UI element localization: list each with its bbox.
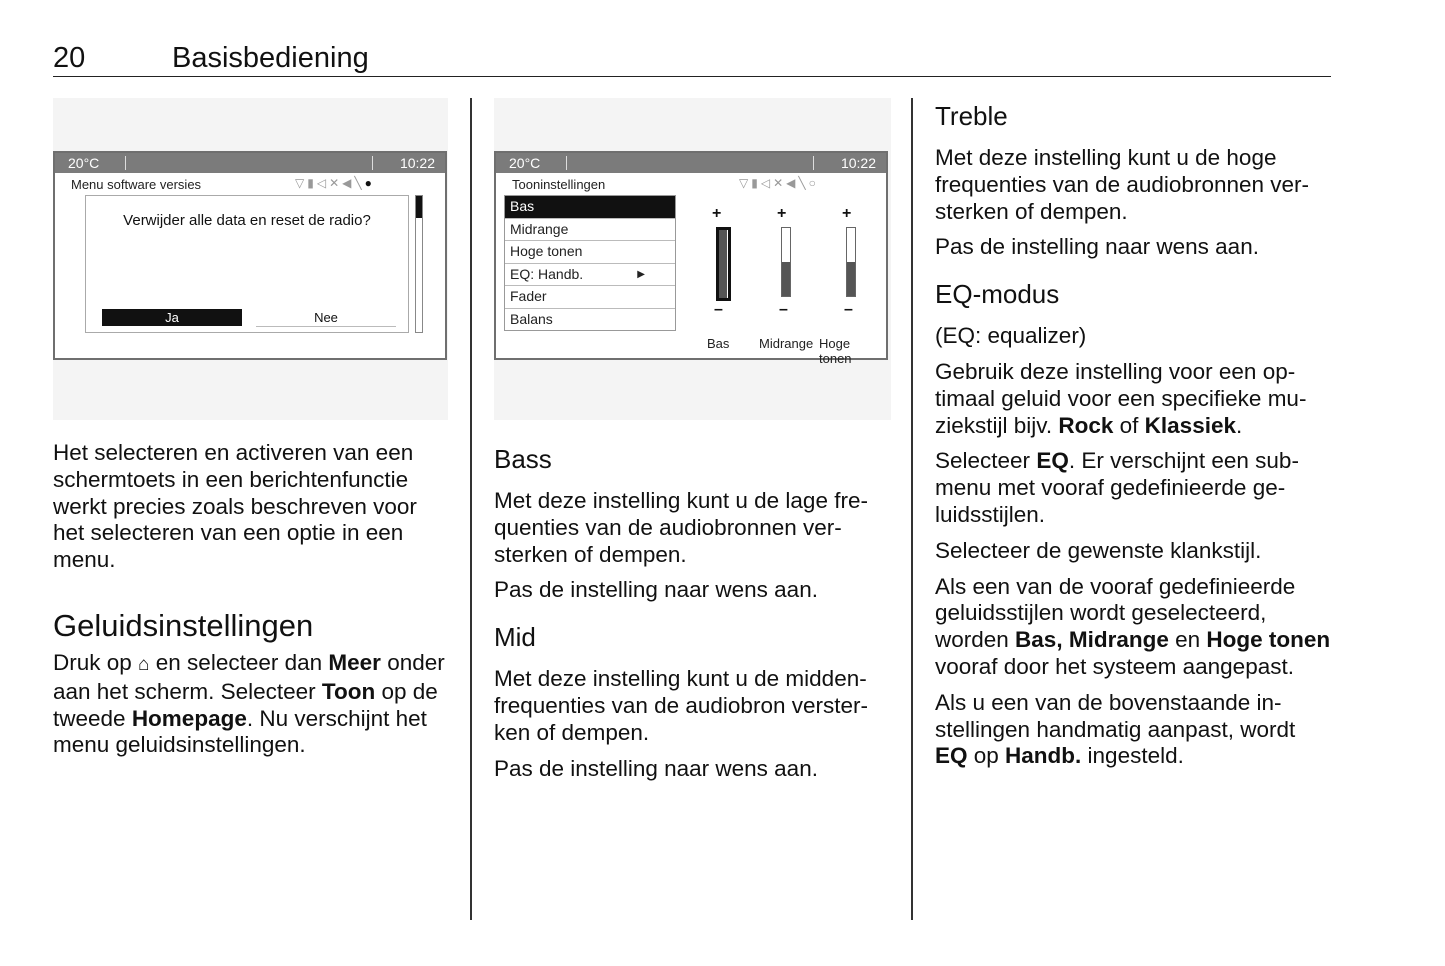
column-3 [935, 101, 1332, 779]
scrollbar[interactable] [415, 195, 423, 333]
figure-reset-dialog [53, 98, 448, 420]
info-icon: ○ [808, 176, 819, 190]
radio-screen [53, 151, 447, 360]
plus-icon: + [842, 205, 852, 222]
slider-fill [719, 230, 727, 298]
slider-label-bas: Bas [707, 336, 730, 351]
meer-term: Meer [328, 649, 381, 675]
slider-hoge-tonen[interactable] [838, 205, 866, 319]
phone-icon: ╲ [798, 176, 809, 190]
column-divider [470, 98, 472, 920]
bass-adjust: Pas de instelling naar wens aan. [494, 577, 818, 603]
temperature: 20°C [509, 155, 541, 171]
page-number: 20 [53, 42, 86, 74]
menu-title: Tooninstellingen [512, 177, 606, 192]
bass-text: Met deze instelling kunt u de lage frequenties van de audiobronnen versterken of dempen. [494, 488, 868, 567]
page-title: Basisbediening [172, 42, 369, 74]
slider-midrange[interactable] [773, 205, 801, 319]
menu-item-eq-label: EQ: Handb. [510, 265, 584, 282]
treble-adjust: Pas de instelling naar wens aan. [935, 234, 1259, 260]
eq-paragraph-4: Als een van de vooraf gedefinieerde geluidsstijlen wordt geselecteerd, worden Bas, Midrange en Hoge tonen vooraf door het systeem aangepast. [935, 573, 1331, 679]
slider-bas[interactable] [708, 205, 736, 319]
menu-item-fader[interactable]: Fader [505, 286, 675, 309]
minus-icon: – [714, 301, 723, 318]
clock: 10:22 [840, 155, 876, 171]
slider-track[interactable] [781, 227, 791, 297]
tone-menu [504, 195, 676, 331]
page-header [53, 40, 1331, 77]
scroll-thumb[interactable] [416, 196, 422, 218]
no-button[interactable]: Nee [256, 309, 396, 327]
dialog-question: Verwijder alle data en reset de radio? [123, 212, 371, 229]
slider-fill [847, 262, 855, 296]
slider-track[interactable] [846, 227, 856, 297]
mute-icon: ◁ [316, 176, 330, 190]
mute-icon: ◁ [760, 176, 774, 190]
shuffle-icon: ✕ [773, 176, 787, 190]
confirm-dialog [85, 195, 409, 333]
signal-icon: ▮ [751, 176, 761, 190]
treble-text: Met deze instelling kunt u de hoge frequenties van de audiobronnen versterken of dempen. [935, 145, 1310, 224]
wifi-icon: ▽ [295, 176, 308, 190]
slider-track[interactable] [716, 227, 731, 301]
toon-term: Toon [321, 678, 376, 704]
info-icon: ● [364, 176, 375, 190]
eq-paragraph-3: Selecteer de gewenste klankstijl. [935, 537, 1262, 563]
bass-heading: Bass [494, 444, 552, 474]
eq-heading: EQ-modus [935, 279, 1060, 310]
sound-settings-paragraph: Druk op ⌂ en selecteer dan Meer onder aan het scherm. Selecteer Toon op de tweede Homepage. Nu verschijnt het menu geluidsinstellingen. [53, 649, 445, 758]
column-divider [911, 98, 913, 920]
slider-label-hoge-tonen: Hoge tonen [819, 336, 852, 366]
radio-screen [494, 151, 888, 366]
mid-heading: Mid [494, 622, 536, 653]
repeat-icon: ◀ [342, 176, 355, 190]
eq-paragraph-2: Selecteer EQ. Er verschijnt een submenu met vooraf gedefinieerde geluidsstijlen. [935, 448, 1299, 527]
menu-item-midrange[interactable]: Midrange [505, 219, 675, 242]
intro-paragraph: Het selecteren en activeren van een schermtoets in een berichtenfunctie werkt precies zoals beschreven voor het selecteren van een optie in een menu. [53, 440, 417, 573]
column-2 [494, 444, 891, 791]
shuffle-icon: ✕ [329, 176, 343, 190]
menu-item-hoge-tonen[interactable]: Hoge tonen [505, 241, 675, 264]
menu-item-eq[interactable] [505, 264, 675, 287]
menu-title: Menu software versies [71, 177, 202, 192]
treble-heading: Treble [935, 101, 1008, 131]
homepage-term: Homepage [131, 705, 247, 731]
minus-icon: – [844, 301, 853, 318]
eq-paragraph-5: Als u een van de bovenstaande instellingen handmatig aanpast, wordt EQ op Handb. ingesteld. [935, 689, 1296, 769]
status-bar [55, 153, 445, 173]
slider-label-midrange: Midrange [759, 336, 814, 351]
signal-icon: ▮ [307, 176, 317, 190]
minus-icon: – [779, 301, 788, 318]
menu-item-balans[interactable]: Balans [510, 310, 553, 327]
section-heading: Geluidsinstellingen [53, 607, 314, 643]
chevron-right-icon: ▶ [637, 268, 645, 280]
wifi-icon: ▽ [739, 176, 752, 190]
eq-paragraph-1: Gebruik deze instelling voor een optimaal geluid voor een specifieke muziekstijl bijv. Rock of Klassiek. [935, 358, 1307, 438]
status-icons [739, 176, 819, 190]
home-icon: ⌂ [138, 653, 150, 675]
repeat-icon: ◀ [786, 176, 799, 190]
mid-adjust: Pas de instelling naar wens aan. [494, 755, 818, 781]
plus-icon: + [712, 205, 722, 222]
slider-fill [782, 262, 790, 296]
figure-tone-settings [494, 98, 891, 420]
mid-text: Met deze instelling kunt u de middenfrequenties van de audiobron versterken of dempen. [494, 666, 868, 745]
clock: 10:22 [399, 155, 435, 171]
phone-icon: ╲ [354, 176, 365, 190]
yes-button[interactable]: Ja [102, 309, 242, 326]
status-bar [496, 153, 886, 173]
eq-note: (EQ: equalizer) [935, 323, 1087, 349]
column-1 [53, 440, 449, 768]
status-icons [295, 176, 375, 190]
menu-item-bas[interactable]: Bas [505, 196, 675, 219]
plus-icon: + [777, 205, 787, 222]
temperature: 20°C [68, 155, 100, 171]
